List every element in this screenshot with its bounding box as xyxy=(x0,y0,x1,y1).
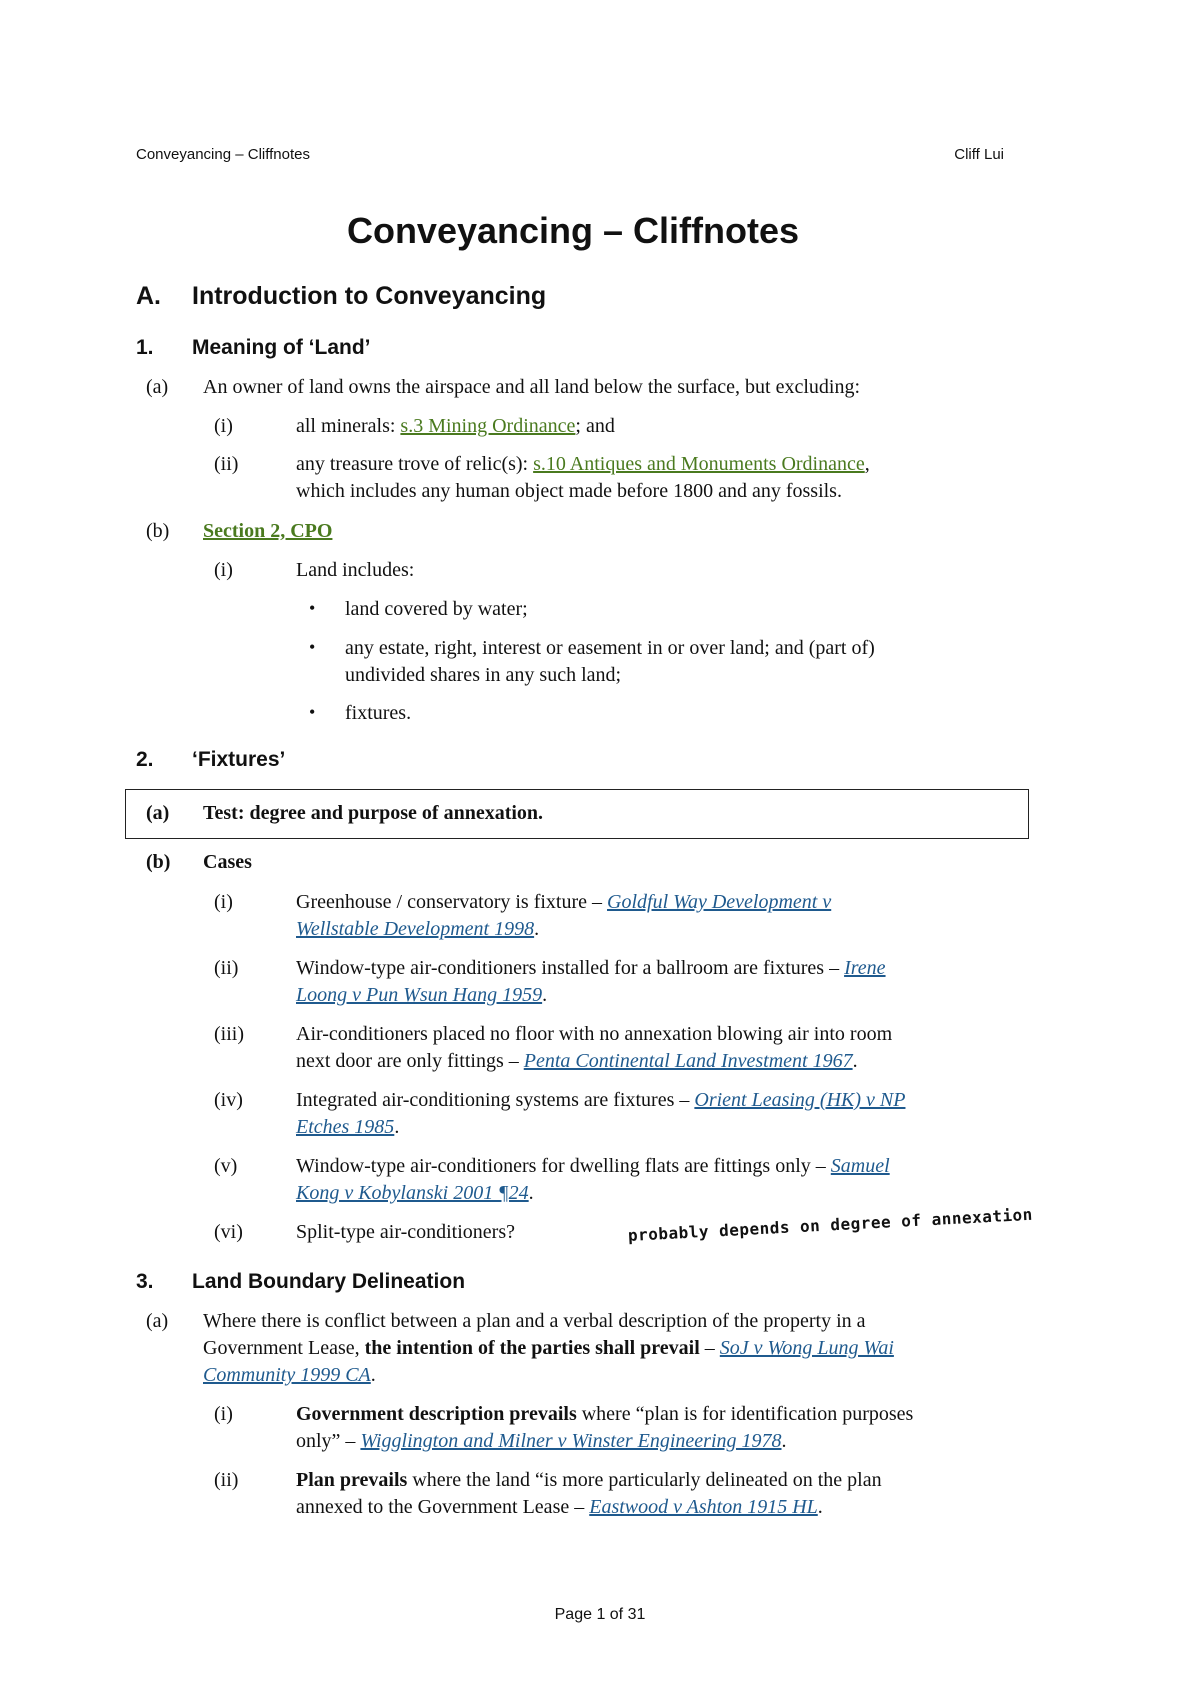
bullet-item-1: land covered by water; xyxy=(345,598,528,620)
case-link[interactable]: Samuel xyxy=(830,1155,890,1177)
s1-b-i-label: (i) xyxy=(214,559,233,581)
section-a-number: A. xyxy=(136,282,161,310)
s3-i-text: Government description prevails where “plan is for identification purposes xyxy=(296,1403,914,1425)
s1-a-label: (a) xyxy=(146,376,169,398)
s3-i-label: (i) xyxy=(214,1403,233,1425)
section-1-title: Meaning of ‘Land’ xyxy=(192,336,371,359)
case-link[interactable]: Penta Continental Land Investment 1967 xyxy=(523,1050,853,1072)
bullet-icon: • xyxy=(309,637,316,657)
page-number: Page 1 of 31 xyxy=(554,1606,646,1623)
section-1-number: 1. xyxy=(136,336,154,359)
document-title: Conveyancing – Cliffnotes xyxy=(346,210,800,251)
case-iii-line2: next door are only fittings – Penta Continental Land Investment 1967. xyxy=(296,1050,858,1072)
s1-a-ii-text: any treasure trove of relic(s): s.10 Antiques and Monuments Ordinance, xyxy=(296,453,870,475)
case-iv-label: (iv) xyxy=(214,1089,243,1111)
bullet-item-2: any estate, right, interest or easement in or over land; and (part of) xyxy=(345,637,875,659)
s3-a-line1: Where there is conflict between a plan and a verbal description of the property in a xyxy=(203,1310,866,1332)
case-iii-label: (iii) xyxy=(214,1023,244,1045)
header-left: Conveyancing – Cliffnotes xyxy=(136,146,310,163)
s3-ii-line2: annexed to the Government Lease – Eastwood v Ashton 1915 HL. xyxy=(296,1496,823,1518)
s1-a-ii-label: (ii) xyxy=(214,453,239,475)
case-link[interactable]: SoJ v Wong Lung Wai xyxy=(719,1337,894,1359)
bullet-item-3: fixtures. xyxy=(345,702,412,724)
s2-b-label: (b) xyxy=(146,851,171,873)
case-link[interactable]: Irene xyxy=(844,957,886,979)
handwritten-note: probably depends on degree of annexation xyxy=(627,1204,1034,1245)
section-a-title: Introduction to Conveyancing xyxy=(192,282,547,310)
s2-a-label: (a) xyxy=(146,802,170,824)
s3-ii-text: Plan prevails where the land “is more particularly delineated on the plan xyxy=(296,1469,882,1491)
case-v-text: Window-type air-conditioners for dwelling flats are fittings only – Samuel xyxy=(296,1155,890,1177)
section-2-number: 2. xyxy=(136,748,154,771)
case-link[interactable]: Orient Leasing (HK) v NP xyxy=(694,1089,906,1111)
case-link[interactable]: Eastwood v Ashton 1915 HL xyxy=(589,1496,818,1518)
s1-a-i-label: (i) xyxy=(214,415,233,437)
s1-b-i-text: Land includes: xyxy=(296,559,415,581)
case-i-label: (i) xyxy=(214,891,233,913)
cpo-section2-link[interactable]: Section 2, CPO xyxy=(203,520,333,542)
s1-a-text: An owner of land owns the airspace and all land below the surface, but excluding: xyxy=(203,376,861,398)
case-link[interactable]: Kong v Kobylanski 2001 ¶24 xyxy=(296,1182,529,1204)
bullet-item-2-line2: undivided shares in any such land; xyxy=(345,664,622,686)
case-i-text: Greenhouse / conservatory is fixture – Goldful Way Development v xyxy=(296,891,832,913)
section-2-title: ‘Fixtures’ xyxy=(192,748,286,771)
s1-b-label: (b) xyxy=(146,520,170,542)
case-link[interactable]: Loong v Pun Wsun Hang 1959 xyxy=(296,984,543,1006)
s1-a-ii-line2: which includes any human object made before 1800 and any fossils. xyxy=(296,480,842,502)
s3-a-line2: Government Lease, the intention of the parties shall prevail – SoJ v Wong Lung Wai xyxy=(203,1337,894,1359)
case-link[interactable]: Etches 1985 xyxy=(296,1116,395,1138)
header-right: Cliff Lui xyxy=(954,146,1004,163)
s2-a-text: Test: degree and purpose of annexation. xyxy=(203,802,544,824)
case-ii-line2: Loong v Pun Wsun Hang 1959. xyxy=(296,984,548,1006)
case-ii-text: Window-type air-conditioners installed for a ballroom are fixtures – Irene xyxy=(296,957,886,979)
case-vi-text: Split-type air-conditioners? xyxy=(296,1221,515,1243)
s1-a-i-text: all minerals: s.3 Mining Ordinance; and xyxy=(296,415,615,437)
s1-b-text xyxy=(203,518,332,545)
case-link[interactable]: Goldful Way Development v xyxy=(607,891,832,913)
case-v-label: (v) xyxy=(214,1155,238,1177)
s3-a-line3: Community 1999 CA. xyxy=(203,1364,376,1386)
case-link[interactable]: Wellstable Development 1998 xyxy=(296,918,535,940)
bullet-icon: • xyxy=(309,702,316,722)
case-iii-text: Air-conditioners placed no floor with no annexation blowing air into room xyxy=(296,1023,893,1045)
s3-i-line2: only” – Wigglington and Milner v Winster Engineering 1978. xyxy=(296,1430,787,1452)
antiques-ordinance-link[interactable]: s.10 Antiques and Monuments Ordinance xyxy=(533,453,865,475)
mining-ordinance-link[interactable]: s.3 Mining Ordinance xyxy=(400,415,576,437)
s2-b-text: Cases xyxy=(203,851,252,873)
case-link[interactable]: Community 1999 CA xyxy=(203,1364,371,1386)
case-ii-label: (ii) xyxy=(214,957,239,979)
case-v-line2: Kong v Kobylanski 2001 ¶24. xyxy=(296,1182,534,1204)
case-iv-text: Integrated air-conditioning systems are fixtures – Orient Leasing (HK) v NP xyxy=(296,1089,906,1111)
case-vi-label: (vi) xyxy=(214,1221,243,1243)
case-i-line2: Wellstable Development 1998. xyxy=(296,918,540,940)
section-3-number: 3. xyxy=(136,1270,154,1293)
s3-a-label: (a) xyxy=(146,1310,169,1332)
case-iv-line2: Etches 1985. xyxy=(296,1116,400,1138)
section-3-title: Land Boundary Delineation xyxy=(192,1270,466,1293)
s3-ii-label: (ii) xyxy=(214,1469,239,1491)
bullet-icon: • xyxy=(309,598,316,618)
case-link[interactable]: Wigglington and Milner v Winster Engineering 1978 xyxy=(360,1430,782,1452)
